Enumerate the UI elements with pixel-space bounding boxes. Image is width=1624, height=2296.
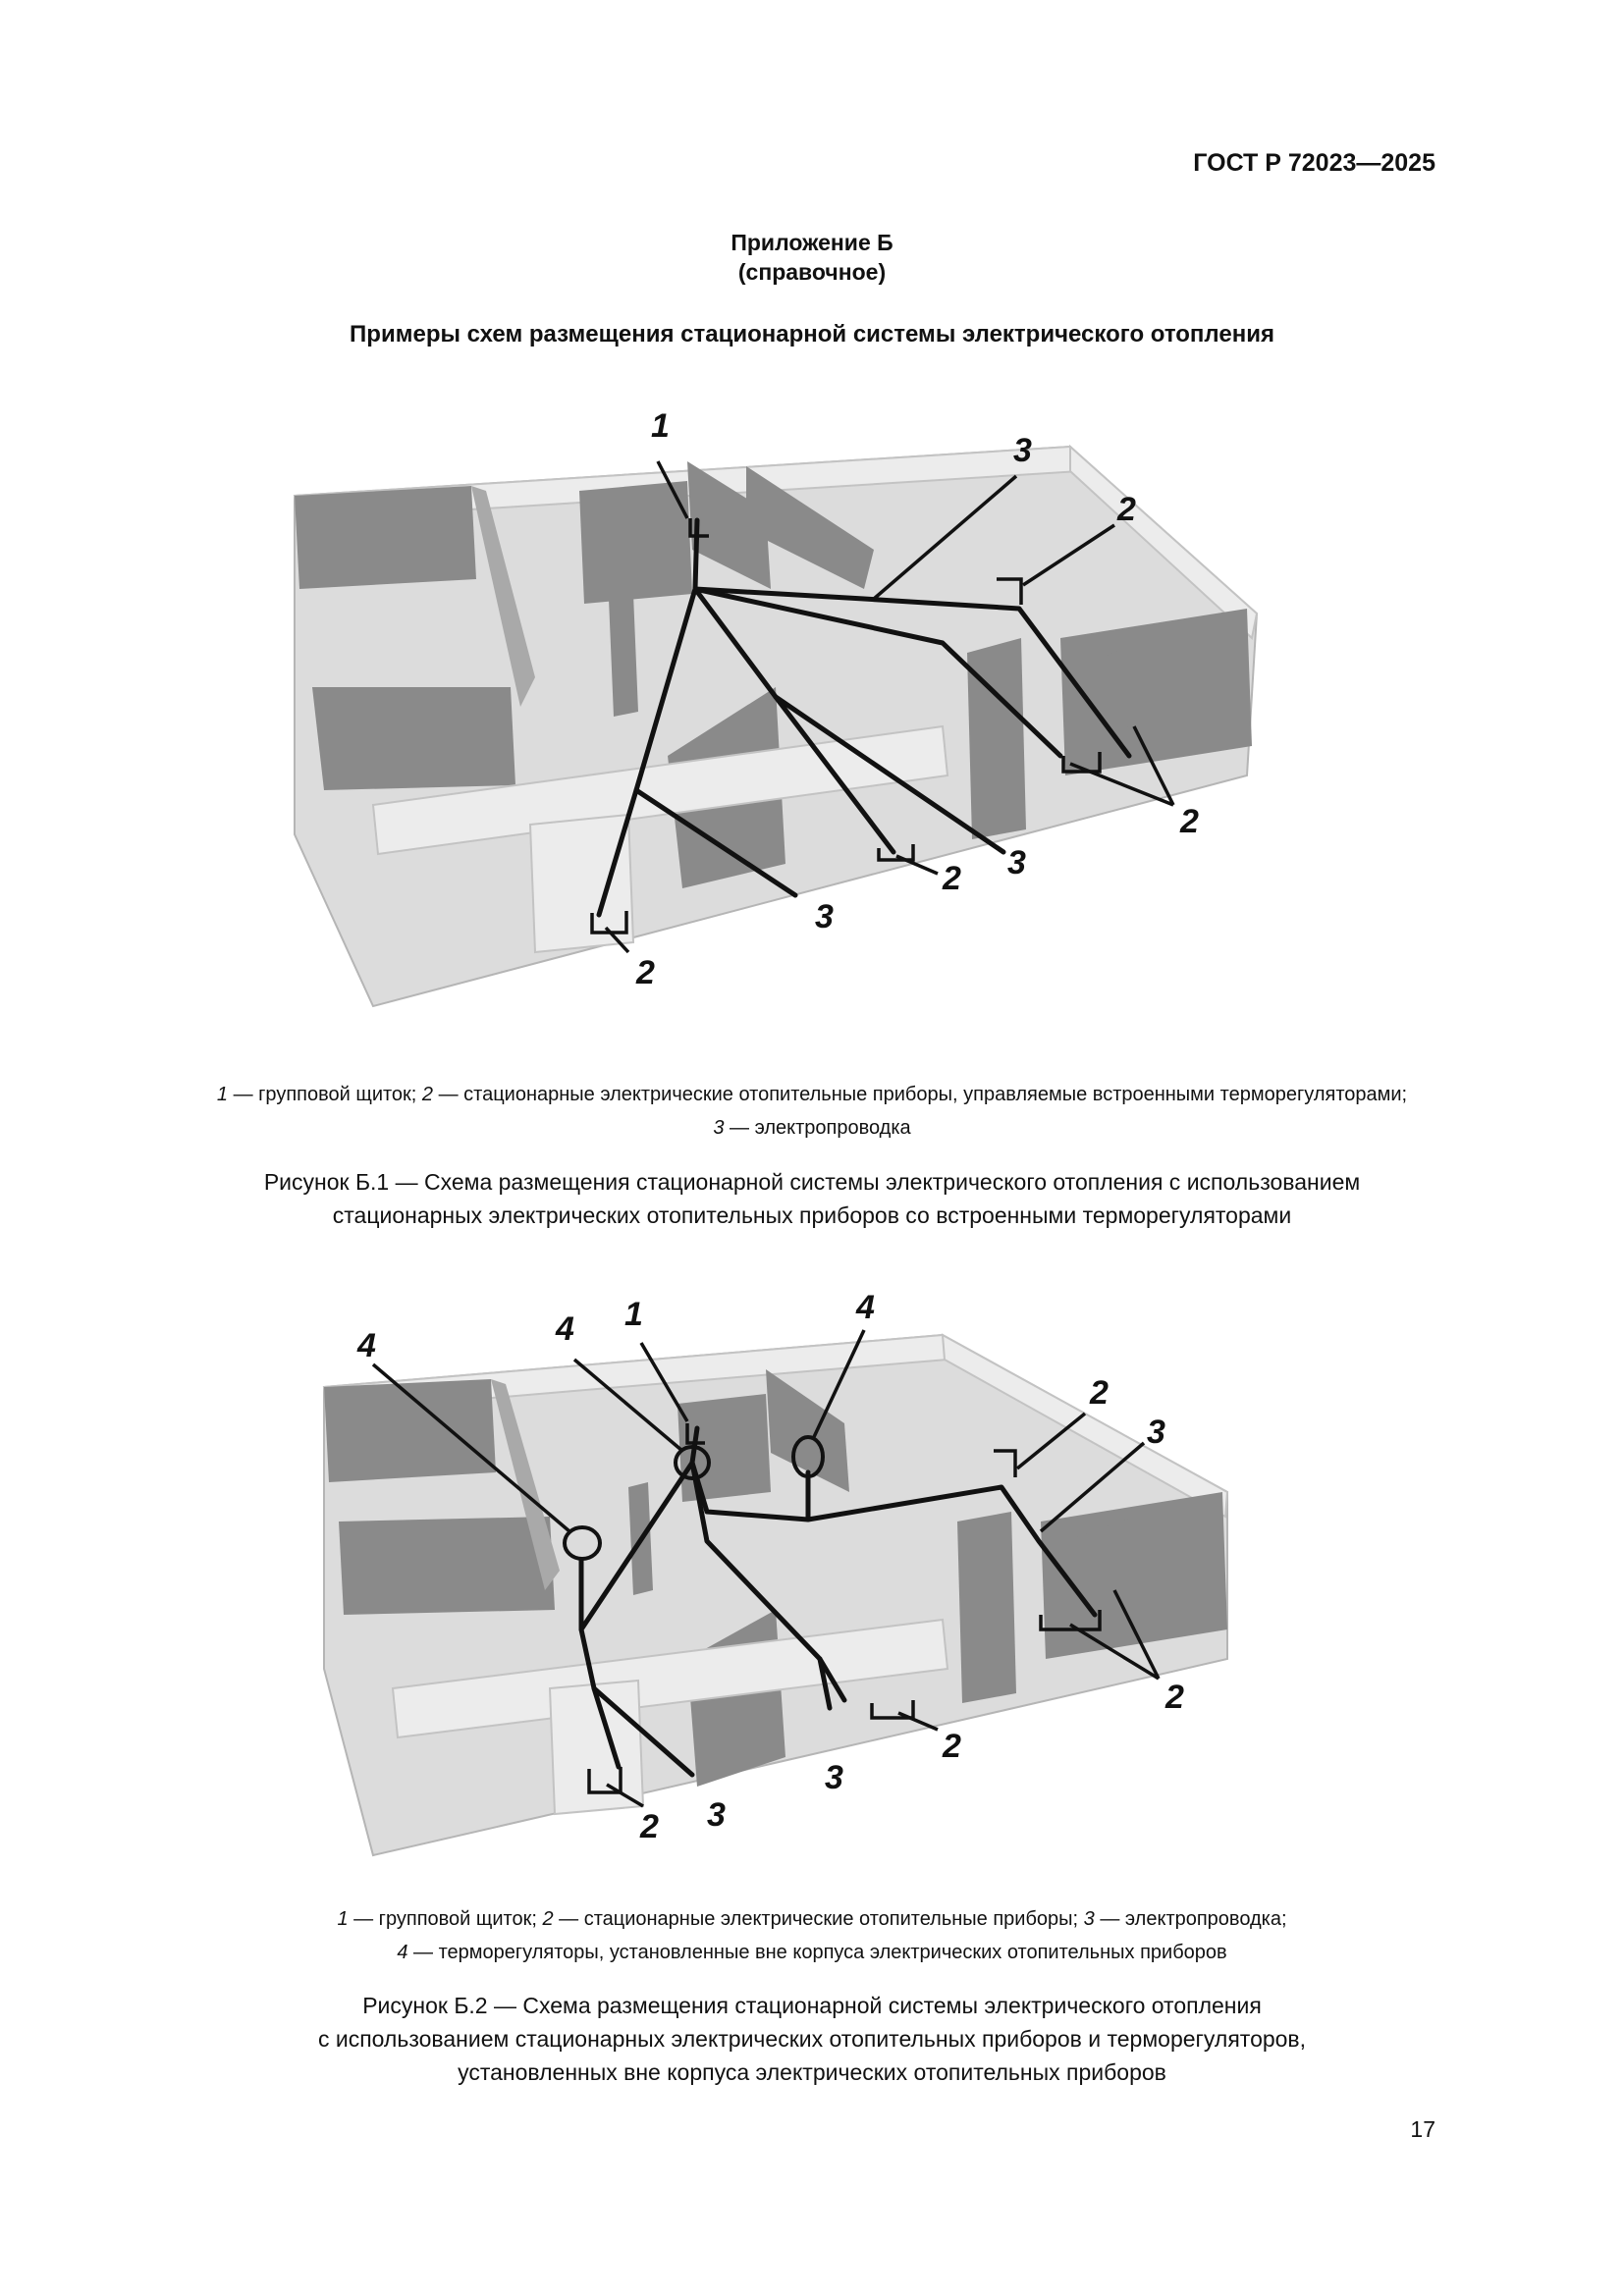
figure-1-label-2a: 2 <box>1117 491 1136 528</box>
figure-1-caption-line-2: стационарных электрических отопительных приборов со встроенными терморегуляторами <box>332 1202 1292 1228</box>
figure-2-floorplan <box>324 1335 1227 1855</box>
figure-1-caption-line-1: Рисунок Б.1 — Схема размещения стационарной системы электрического отопления с использованием <box>263 1169 1361 1195</box>
figure-1-label-2b: 2 <box>1180 803 1199 840</box>
figure-2-legend-line-2: 4 — терморегуляторы, установленные вне корпуса электрических отопительных приборов <box>397 1942 1227 1963</box>
figure-2-label-3b: 3 <box>825 1759 843 1796</box>
figure-2-label-4b: 4 <box>556 1310 574 1348</box>
figure-2-label-3a: 3 <box>1147 1414 1165 1451</box>
appendix-subtitle: (справочное) <box>737 259 887 285</box>
figure-1-label-3a: 3 <box>1013 432 1032 469</box>
appendix-title: Приложение Б <box>731 230 893 255</box>
page-number: 17 <box>1410 2116 1435 2142</box>
figure-2-caption <box>0 1989 1624 2089</box>
figure-1-legend-line-2: 3 — электропроводка <box>713 1117 911 1139</box>
figure-1-label-1: 1 <box>651 407 670 445</box>
figure-1-label-2c: 2 <box>943 860 961 897</box>
figure-2-legend-line-1: 1 — групповой щиток; 2 — стационарные электрические отопительные приборы; 3 — электропроводка; <box>337 1908 1287 1930</box>
document-id: ГОСТ Р 72023—2025 <box>1193 149 1435 177</box>
figure-2-label-4c: 4 <box>856 1289 875 1326</box>
figure-1-label-3b: 3 <box>1007 844 1026 881</box>
figure-2-legend <box>0 1902 1624 1969</box>
figure-1-label-2d: 2 <box>636 954 655 991</box>
figure-2-caption-line-2: с использованием стационарных электрических отопительных приборов и терморегуляторов, <box>317 2026 1307 2052</box>
figure-2-label-2b: 2 <box>1165 1679 1184 1716</box>
figure-1-label-3c: 3 <box>815 898 834 935</box>
figure-2-caption-line-3: установленных вне корпуса электрических отопительных приборов <box>458 2059 1166 2085</box>
figure-2-label-2d: 2 <box>640 1808 659 1845</box>
section-title: Примеры схем размещения стационарной системы электрического отопления <box>350 321 1274 347</box>
figure-2-label-3c: 3 <box>707 1796 726 1834</box>
figure-1-legend-line-1: 1 — групповой щиток; 2 — стационарные электрические отопительные приборы, управляемые встроенными терморегуляторами; <box>216 1084 1408 1105</box>
figure-2-label-4a: 4 <box>357 1327 376 1364</box>
figure-2-label-2c: 2 <box>943 1728 961 1765</box>
figure-2-caption-line-1: Рисунок Б.2 — Схема размещения стационарной системы электрического отопления <box>362 1993 1262 2018</box>
figure-2-label-1: 1 <box>624 1296 643 1333</box>
figure-2-label-2a: 2 <box>1090 1374 1109 1412</box>
